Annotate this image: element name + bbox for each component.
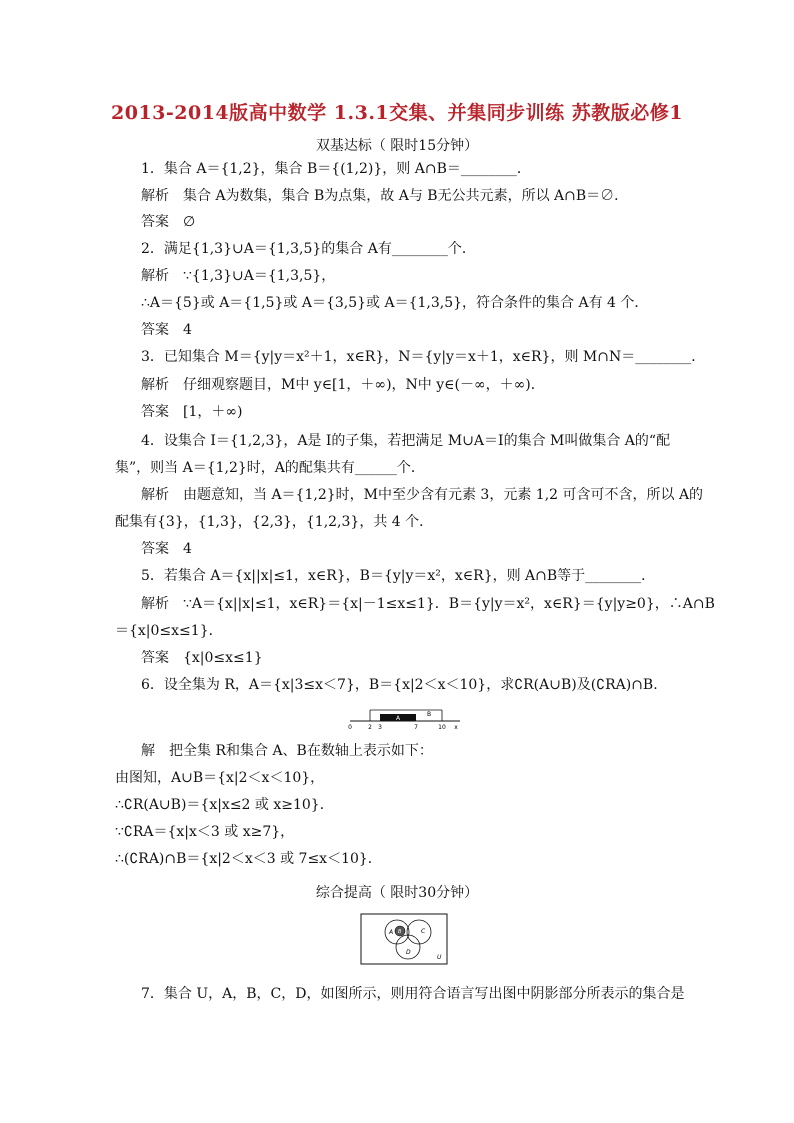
solution-label: 解 [141, 743, 155, 759]
question-3: 3．已知集合 M＝{y|y＝x²＋1，x∈R}，N＝{y|y＝x＋1，x∈R}，则 M∩N＝________． [141, 349, 706, 365]
tick-label-7: 7 [414, 724, 418, 731]
answer-text: 4 [183, 322, 192, 338]
section-heading-advanced: 综合提高（ 限时30分钟） [315, 885, 479, 901]
question-1-analysis [141, 187, 628, 205]
analysis-label: 解析 [141, 268, 169, 284]
circle-c [407, 920, 431, 944]
analysis-label: 解析 [141, 377, 169, 393]
question-3-answer [141, 403, 243, 421]
answer-text: {x|0≤x≤1} [183, 650, 263, 666]
document-title: 2013-2014版高中数学 1.3.1交集、并集同步训练 苏教版必修1 [111, 102, 683, 124]
question-5-analysis-cont: ＝{x|0≤x≤1}． [115, 623, 223, 639]
venn-label-c: C [421, 928, 426, 935]
question-4-analysis-cont: 配集有{3}，{1,3}，{2,3}，{1,2,3}，共 4 个． [115, 514, 434, 530]
question-4-answer [141, 540, 192, 558]
solution-line-1: 由图知，A∪B＝{x|2＜x＜10}， [115, 770, 325, 786]
question-2-answer [141, 321, 192, 339]
solution-line-4: ∴(∁RA)∩B＝{x|2＜x＜3 或 7≤x＜10}． [115, 851, 382, 867]
venn-label-b: B [398, 929, 402, 935]
venn-label-u: U [437, 954, 442, 961]
analysis-text: 由题意知，当 A＝{1,2}时，M中至少含有元素 3，元素 1,2 可含可不含，所以 A的 [183, 487, 704, 503]
analysis-label: 解析 [141, 596, 169, 612]
answer-text: ∅ [183, 214, 196, 230]
analysis-text: 集合 A为数集，集合 B为点集，故 A与 B无公共元素，所以 A∩B＝∅． [183, 188, 629, 204]
tick-label-3: 3 [378, 724, 382, 731]
answer-text: [1，＋∞) [183, 404, 243, 420]
question-5-answer [141, 649, 263, 667]
answer-label: 答案 [141, 322, 169, 338]
question-2-analysis [141, 267, 335, 285]
answer-label: 答案 [141, 541, 169, 557]
question-2: 2．满足{1,3}∪A＝{1,3,5}的集合 A有________个． [141, 241, 476, 257]
question-5: 5．若集合 A＝{x||x|≤1，x∈R}，B＝{y|y＝x²，x∈R}，则 A∩B等于________． [141, 568, 656, 584]
universal-set-box [361, 914, 447, 964]
question-3-analysis [141, 376, 545, 394]
question-4: 4．设集合 I＝{1,2,3}，A是 I的子集，若把满足 M∪A＝I的集合 M叫做集合 A的“配 [141, 433, 671, 449]
question-7: 7．集合 U，A，B，C，D，如图所示，则用符合语言写出图中阴影部分所表示的集合是 [141, 986, 685, 1002]
question-4-analysis [141, 486, 703, 504]
venn-label-a: A [389, 929, 394, 936]
section-heading-basic: 双基达标（ 限时15分钟） [315, 138, 479, 154]
venn-diagram [360, 913, 448, 965]
venn-label-d: D [406, 949, 411, 956]
tick-label-2: 2 [368, 724, 372, 731]
question-1-answer [141, 213, 195, 231]
tick-label-10: 10 [438, 724, 446, 731]
answer-label: 答案 [141, 404, 169, 420]
answer-label: 答案 [141, 650, 169, 666]
question-2-analysis-cont: ∴A＝{5}或 A＝{1,5}或 A＝{3,5}或 A＝{1,3,5}，符合条件的集合 A有 4 个． [141, 295, 649, 311]
set-b-label: B [426, 711, 432, 718]
question-6-solution [141, 742, 433, 760]
answer-label: 答案 [141, 214, 169, 230]
question-5-analysis [141, 595, 715, 613]
analysis-text: 仔细观察题目，M中 y∈[1，＋∞)，N中 y∈(－∞，＋∞)． [183, 377, 545, 393]
question-1: 1．集合 A＝{1,2}，集合 B＝{(1,2)}，则 A∩B＝________． [141, 161, 531, 177]
set-a-label: A [395, 715, 401, 722]
analysis-label: 解析 [141, 188, 169, 204]
tick-label-0: 0 [348, 724, 352, 731]
question-4-cont: 集”，则当 A＝{1,2}时，A的配集共有______个． [115, 460, 425, 476]
question-6: 6．设全集为 R，A＝{x|3≤x＜7}，B＝{x|2＜x＜10}，求∁R(A∪B)及(∁RA)∩B. [141, 677, 658, 693]
tick-label-x: x [454, 724, 458, 731]
answer-text: 4 [183, 541, 192, 557]
analysis-text: ∵{1,3}∪A＝{1,3,5}， [183, 268, 336, 284]
analysis-text: ∵A＝{x||x|≤1，x∈R}＝{x|－1≤x≤1}．B＝{y|y＝x²，x∈R}＝{y|y≥0}，∴A∩B [183, 596, 715, 612]
solution-text: 把全集 R和集合 A、B在数轴上表示如下： [169, 743, 433, 759]
solution-line-3: ∵∁RA＝{x|x＜3 或 x≥7}， [115, 824, 295, 840]
analysis-label: 解析 [141, 487, 169, 503]
number-line-figure [346, 705, 466, 731]
solution-line-2: ∴∁R(A∪B)＝{x|x≤2 或 x≥10}． [115, 797, 334, 813]
